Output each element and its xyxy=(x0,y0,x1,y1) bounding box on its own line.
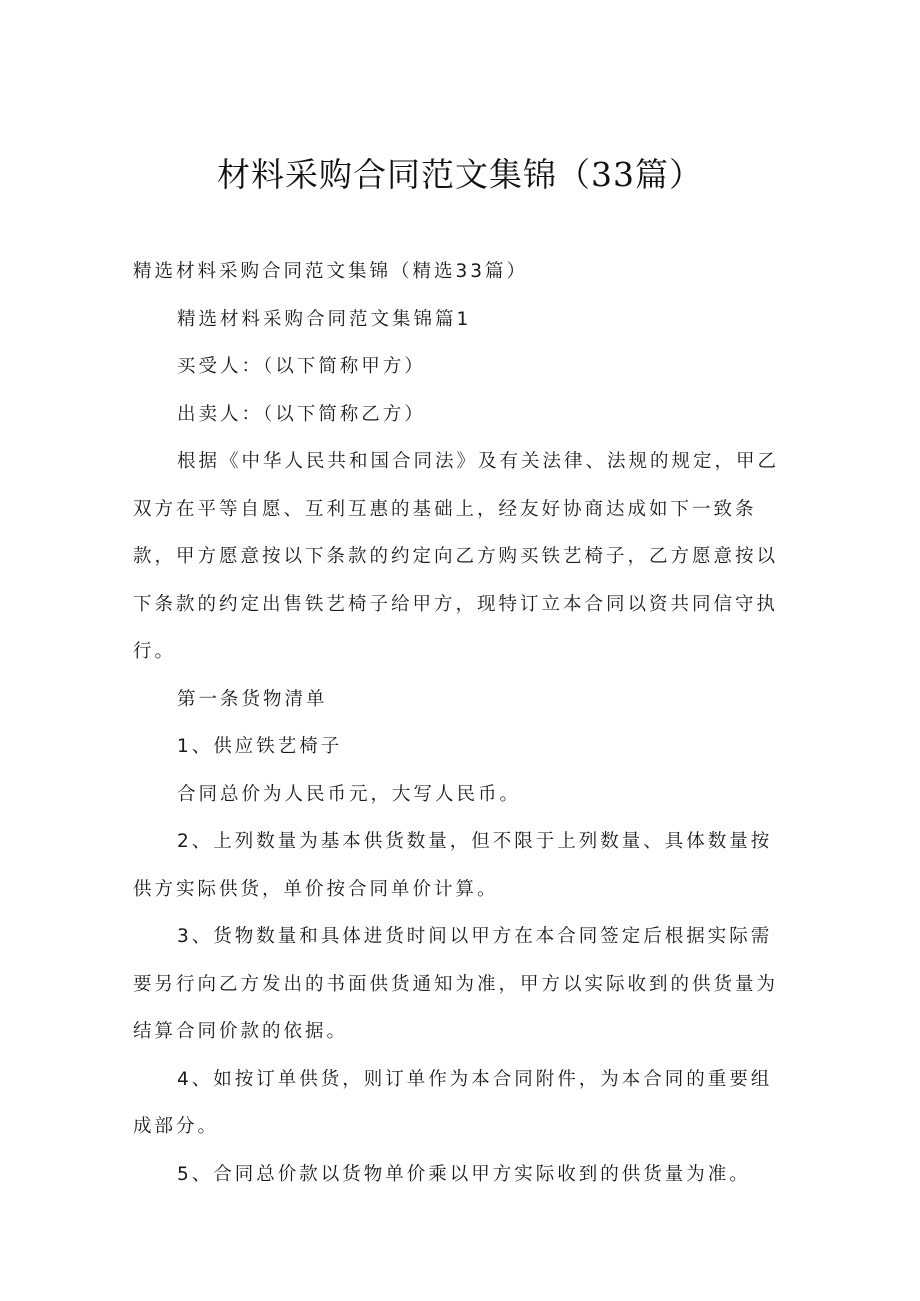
item-2: 2、上列数量为基本供货数量，但不限于上列数量、具体数量按供方实际供货，单价按合同单价计算。 xyxy=(133,831,773,900)
item-4: 4、如按订单供货，则订单作为本合同附件，为本合同的重要组成部分。 xyxy=(133,1068,773,1137)
item-1: 1、供应铁艺椅子 xyxy=(177,736,343,757)
article1-heading: 第一条货物清单 xyxy=(177,688,328,710)
total-price-line: 合同总价为人民币元，大写人民币。 xyxy=(177,783,522,805)
buyer-line: 买受人：（以下简称甲方） xyxy=(177,356,426,377)
section-heading: 精选材料采购合同范文集锦篇1 xyxy=(177,308,472,330)
intro-paragraph: 根据《中华人民共和国合同法》及有关法律、法规的规定，甲乙双方在平等自愿、互利互惠的基础上，经友好协商达成如下一致条款，甲方愿意按以下条款的约定向乙方购买铁艺椅子，乙方愿意按以下条款的约定出售铁艺椅子给甲方，现特订立本合同以资共同信守执行。 xyxy=(133,451,780,662)
subtitle: 精选材料采购合同范文集锦（精选33篇） xyxy=(133,261,529,282)
document-title: 材料采购合同范文集锦（33篇） xyxy=(217,155,703,194)
document-body xyxy=(133,248,789,1198)
item-5: 5、合同总价款以货物单价乘以甲方实际收到的供货量为准。 xyxy=(177,1163,751,1185)
seller-line: 出卖人：（以下简称乙方） xyxy=(177,403,426,425)
item-3: 3、货物数量和具体进货时间以甲方在本合同签定后根据实际需要另行向乙方发出的书面供货通知为准，甲方以实际收到的供货量为结算合同价款的依据。 xyxy=(133,926,779,1042)
